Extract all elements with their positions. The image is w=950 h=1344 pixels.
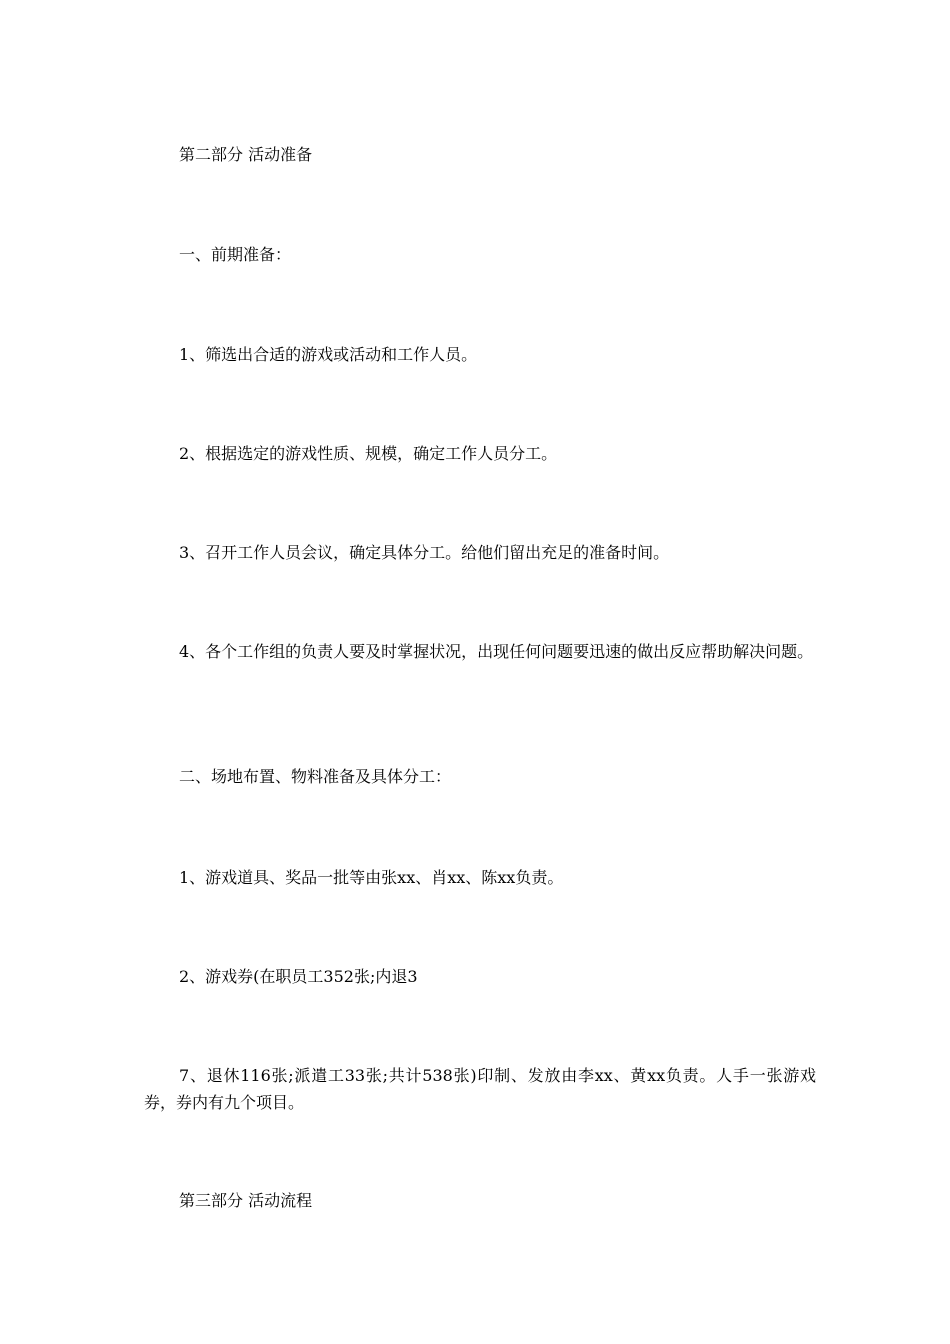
paragraph-item-2: 2、根据选定的游戏性质、规模，确定工作人员分工。 [179, 444, 558, 463]
subheading-early-preparation: 一、前期准备： [179, 245, 292, 264]
subheading-venue-materials: 二、场地布置、物料准备及具体分工： [179, 767, 452, 786]
section-heading-part-three: 第三部分 活动流程 [179, 1191, 313, 1210]
paragraph-item-1: 1、筛选出合适的游戏或活动和工作人员。 [179, 345, 478, 364]
paragraph-materials-2: 2、游戏券(在职员工352张;内退3 [179, 967, 418, 986]
paragraph-materials-3: 7、退休116张;派遣工33张;共计538张)印制、发放由李xx、黄xx负责。人手一张游戏券，券内有九个项目。 [144, 1066, 816, 1112]
paragraph-item-3: 3、召开工作人员会议，确定具体分工。给他们留出充足的准备时间。 [179, 543, 670, 562]
section-heading-part-two: 第二部分 活动准备 [179, 145, 313, 164]
paragraph-item-4: 4、各个工作组的负责人要及时掌握状况，出现任何问题要迅速的做出反应帮助解决问题。 [179, 642, 814, 661]
paragraph-materials-1: 1、游戏道具、奖品一批等由张xx、肖xx、陈xx负责。 [179, 868, 564, 887]
